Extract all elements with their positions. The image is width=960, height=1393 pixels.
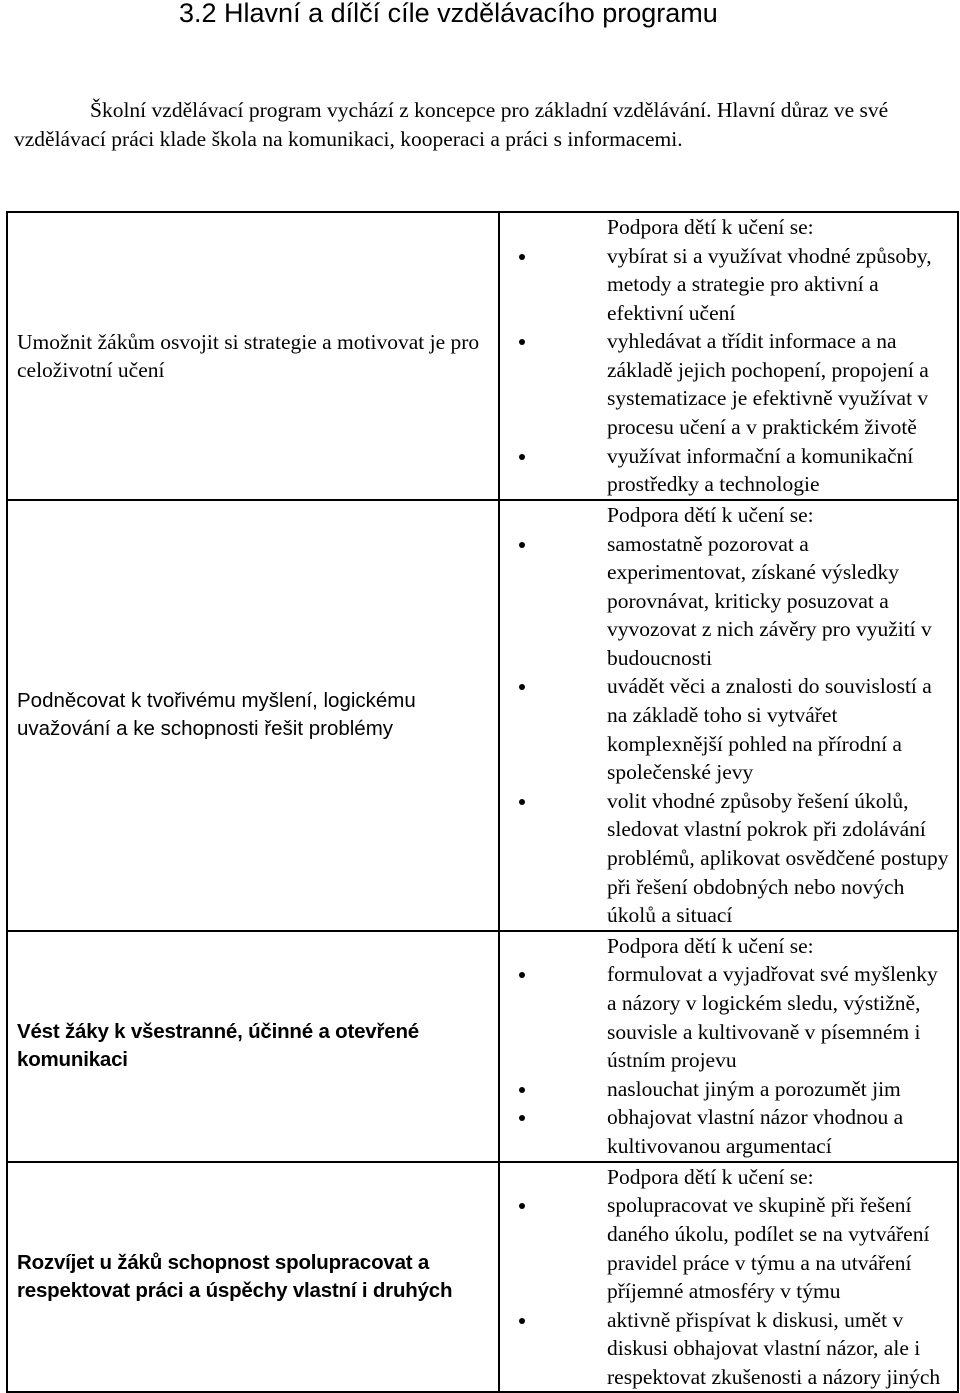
goal-text: Vést žáky k všestranné, účinné a otevřené komunikaci [17,1019,420,1072]
page-heading: 3.2 Hlavní a dílčí cíle vzdělávacího programu [179,0,718,28]
list-item: obhajovat vlastní názor vhodnou a kultivovanou argumentací [514,1103,951,1160]
support-cell [499,212,958,500]
goal-cell [7,500,499,931]
goals-table [6,211,959,1393]
table-row [7,212,958,500]
list-item: využívat informační a komunikační prostředky a technologie [514,442,951,499]
list-item: samostatně pozorovat a experimentovat, získané výsledky porovnávat, kriticky posuzovat a vyvozovat z nich závěry pro využití v budoucnosti [514,530,951,673]
support-cell [499,931,958,1162]
list-item: vybírat si a využívat vhodné způsoby, metody a strategie pro aktivní a efektivní učení [514,242,951,328]
support-list [514,960,951,1160]
intro-paragraph: Školní vzdělávací program vychází z koncepce pro základní vzdělávání. Hlavní důraz ve své vzdělávací práci klade škola na komunikaci, kooperaci a práci s informacemi. [14,98,889,151]
list-item: uvádět věci a znalosti do souvislostí a na základě toho si vytvářet komplexnější pohled na přírodní a společenské jevy [514,672,951,786]
support-title: Podpora dětí k učení se: [607,215,814,239]
table-row [7,1162,958,1393]
list-item: vyhledávat a třídit informace a na základě jejich pochopení, propojení a systematizace je efektivně využívat v procesu učení a v praktickém životě [514,327,951,441]
list-item: spolupracovat ve skupině při řešení daného úkolu, podílet se na vytváření pravidel práce v týmu a na utváření příjemné atmosféry v týmu [514,1191,951,1305]
support-list [514,242,951,499]
support-title: Podpora dětí k učení se: [607,933,814,958]
table-row [7,931,958,1162]
goal-text: Rozvíjet u žáků schopnost spolupracovat a respektovat práci a úspěchy vlastní i druhých [17,1250,453,1303]
support-cell [499,500,958,931]
list-item: volit vhodné způsoby řešení úkolů, sledovat vlastní pokrok při zdolávání problémů, aplikovat osvědčené postupy při řešení obdobných nebo nových úkolů a situací [514,787,951,930]
goal-text: Podněcovat k tvořivému myšlení, logickému uvažování a ke schopnosti řešit problémy [17,688,416,741]
goal-cell [7,931,499,1162]
support-list [514,1191,951,1391]
goal-cell [7,1162,499,1393]
list-item: aktivně přispívat k diskusi, umět v diskusi obhajovat vlastní názor, ale i respektovat zkušenosti a názory jiných [514,1306,951,1392]
support-title: Podpora dětí k učení se: [607,1164,814,1189]
support-title: Podpora dětí k učení se: [607,503,814,527]
list-item: naslouchat jiným a porozumět jim [514,1075,951,1104]
table-row [7,500,958,931]
support-cell [499,1162,958,1393]
goal-text: Umožnit žákům osvojit si strategie a motivovat je pro celoživotní učení [17,329,480,382]
list-item: formulovat a vyjadřovat své myšlenky a názory v logickém sledu, výstižně, souvisle a kultivovaně v písemném i ústním projevu [514,960,951,1074]
goal-cell [7,212,499,500]
support-list [514,530,951,930]
